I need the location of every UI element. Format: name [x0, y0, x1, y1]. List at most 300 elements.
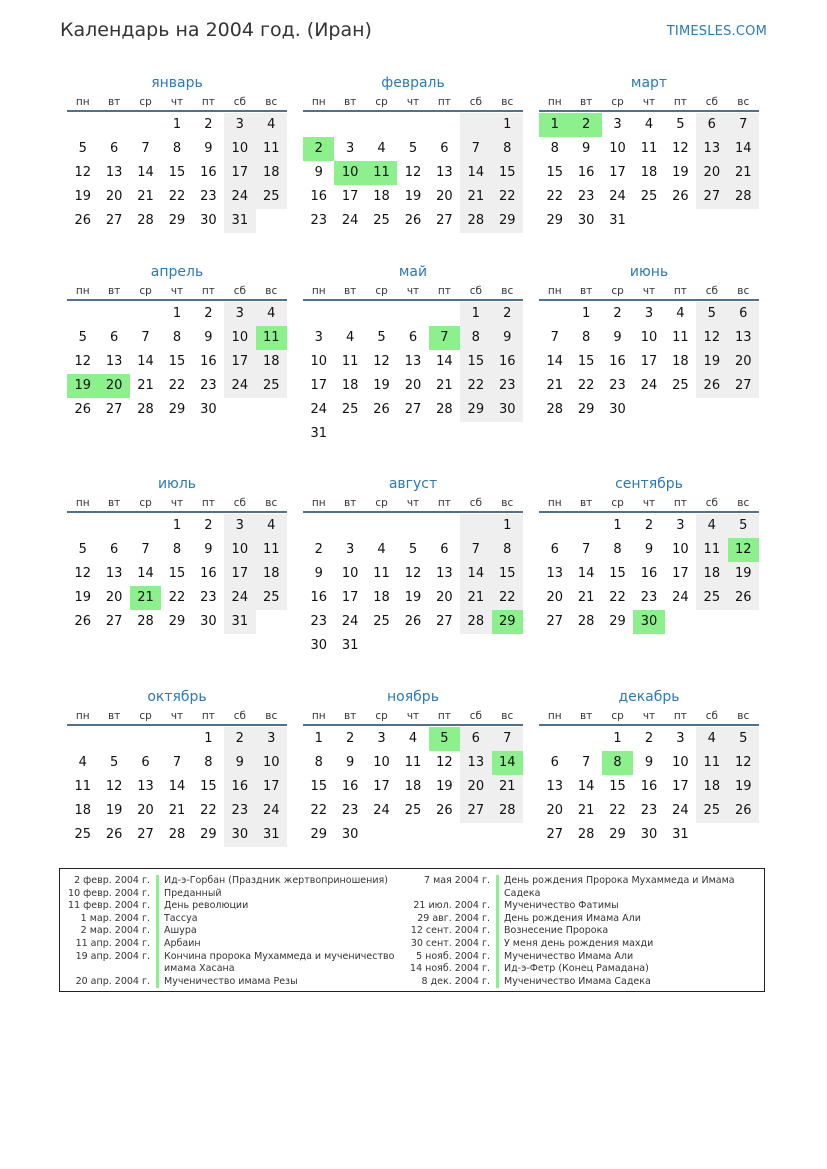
holiday-date: 29 авг. 2004 г. — [417, 912, 490, 924]
day-empty — [397, 514, 428, 538]
weekday-label: ср — [611, 285, 624, 297]
month-name: октябрь — [147, 689, 207, 705]
day-cell-holiday: 12 — [728, 538, 759, 562]
holiday-marker — [156, 951, 159, 976]
day-cell: 31 — [224, 209, 255, 233]
day-cell: 19 — [404, 590, 422, 605]
day-cell: 24 — [224, 586, 255, 610]
day-cell: 13 — [105, 165, 123, 180]
day-cell: 1 — [581, 306, 591, 321]
day-cell: 11 — [373, 566, 390, 581]
weekday-label: чт — [642, 497, 656, 509]
day-cell: 7 — [141, 330, 150, 345]
month-7 — [67, 473, 287, 634]
day-cell: 16 — [224, 775, 255, 799]
weekday-label: чт — [642, 710, 656, 722]
day-cell: 9 — [204, 542, 213, 557]
day-cell: 20 — [546, 803, 563, 818]
day-cell: 1 — [613, 518, 622, 533]
weekday-header — [67, 495, 287, 513]
weekday-label: чт — [170, 285, 184, 297]
day-cell: 24 — [224, 185, 255, 209]
holiday-marker — [496, 925, 499, 938]
weekday-label: вт — [343, 497, 357, 509]
day-cell: 15 — [310, 779, 327, 794]
day-cell: 16 — [200, 354, 217, 369]
day-cell: 27 — [105, 614, 123, 629]
day-grid — [303, 113, 523, 233]
weekday-label: вт — [107, 497, 121, 509]
day-empty — [366, 514, 397, 538]
day-cell: 29 — [460, 398, 491, 422]
day-cell: 11 — [672, 330, 689, 345]
day-cell: 7 — [728, 113, 759, 137]
day-cell: 6 — [109, 141, 119, 156]
day-cell: 22 — [546, 189, 563, 204]
day-cell: 5 — [408, 542, 418, 557]
weekday-label: сб — [705, 710, 718, 722]
weekday-label: сб — [705, 497, 718, 509]
day-cell: 27 — [105, 213, 123, 228]
day-cell: 13 — [105, 566, 123, 581]
holiday-row — [406, 963, 762, 976]
day-empty — [130, 302, 161, 326]
day-empty — [460, 113, 491, 137]
day-cell: 10 — [672, 755, 689, 770]
day-cell: 7 — [581, 755, 591, 770]
weekday-label: чт — [642, 285, 656, 297]
day-cell: 21 — [137, 378, 154, 393]
day-cell: 14 — [168, 779, 186, 794]
day-cell: 22 — [609, 803, 626, 818]
day-empty — [334, 302, 365, 326]
day-cell: 3 — [224, 113, 255, 137]
day-cell: 26 — [74, 614, 91, 629]
day-cell: 22 — [492, 586, 523, 610]
month-11 — [303, 686, 523, 847]
day-cell: 16 — [577, 165, 595, 180]
holiday-marker — [496, 900, 499, 913]
day-cell: 23 — [341, 803, 359, 818]
day-empty — [539, 514, 570, 538]
weekday-label: чт — [170, 96, 184, 108]
holiday-name: Ид-э-Фетр (Конец Рамадана) — [504, 963, 649, 975]
day-cell: 15 — [546, 165, 563, 180]
holiday-date: 12 сент. 2004 г. — [410, 925, 490, 937]
day-cell-holiday: 7 — [429, 326, 460, 350]
month-name: июнь — [629, 264, 669, 280]
day-cell: 22 — [460, 374, 491, 398]
day-empty — [67, 302, 98, 326]
day-grid — [539, 302, 759, 422]
month-10 — [67, 686, 287, 847]
day-cell: 8 — [492, 538, 523, 562]
weekday-label: пн — [547, 285, 562, 297]
day-cell: 22 — [168, 189, 186, 204]
weekday-label: вт — [579, 96, 593, 108]
day-cell: 21 — [546, 378, 563, 393]
day-cell-holiday: 5 — [429, 727, 460, 751]
holiday-date: 21 июл. 2004 г. — [413, 900, 490, 912]
day-cell: 26 — [436, 803, 453, 818]
day-empty — [303, 302, 334, 326]
day-cell: 30 — [640, 827, 658, 842]
day-cell: 6 — [550, 755, 559, 770]
day-cell: 18 — [256, 562, 287, 586]
holiday-date: 8 дек. 2004 г. — [421, 975, 490, 987]
day-cell: 14 — [436, 354, 453, 369]
day-cell: 18 — [640, 165, 658, 180]
day-cell: 23 — [224, 799, 255, 823]
day-cell: 11 — [256, 538, 287, 562]
day-cell: 4 — [676, 306, 685, 321]
weekday-header — [539, 708, 759, 726]
day-cell: 29 — [168, 213, 186, 228]
day-cell: 22 — [310, 803, 327, 818]
day-cell: 28 — [436, 402, 453, 417]
day-cell: 27 — [696, 185, 727, 209]
day-cell: 3 — [256, 727, 287, 751]
weekday-label: пт — [673, 285, 687, 297]
month-4 — [67, 261, 287, 422]
day-cell: 12 — [373, 354, 390, 369]
day-cell: 13 — [546, 566, 563, 581]
day-cell: 5 — [696, 302, 727, 326]
holiday-marker — [496, 913, 499, 926]
day-cell: 20 — [460, 775, 491, 799]
day-cell: 21 — [460, 586, 491, 610]
day-cell: 23 — [310, 213, 327, 228]
day-cell: 29 — [200, 827, 217, 842]
holiday-marker — [496, 875, 499, 900]
day-cell: 26 — [404, 614, 422, 629]
day-cell: 9 — [644, 542, 654, 557]
day-cell: 8 — [314, 755, 323, 770]
weekday-header — [539, 495, 759, 513]
day-cell: 3 — [644, 306, 654, 321]
day-cell: 17 — [310, 378, 327, 393]
day-grid — [303, 514, 523, 658]
day-cell: 19 — [696, 350, 727, 374]
weekday-label: чт — [406, 285, 420, 297]
holiday-name: День рождения Имама Али — [504, 912, 641, 924]
day-cell: 17 — [224, 562, 255, 586]
day-cell: 28 — [137, 402, 154, 417]
day-cell: 12 — [74, 165, 91, 180]
weekday-label: вт — [107, 710, 121, 722]
weekday-header — [67, 708, 287, 726]
holiday-row — [66, 925, 402, 938]
day-cell: 18 — [696, 562, 727, 586]
day-cell: 3 — [224, 302, 255, 326]
day-cell: 25 — [341, 402, 359, 417]
day-cell: 28 — [577, 827, 595, 842]
day-cell: 24 — [310, 402, 327, 417]
day-cell: 22 — [200, 803, 217, 818]
day-cell: 9 — [204, 141, 213, 156]
day-cell: 23 — [577, 189, 595, 204]
day-empty — [570, 514, 601, 538]
day-cell: 27 — [436, 213, 453, 228]
day-cell: 4 — [377, 542, 386, 557]
holiday-name: Ид-э-Горбан (Праздник жертвоприношения) — [164, 875, 388, 886]
day-cell: 24 — [341, 213, 359, 228]
day-empty — [67, 514, 98, 538]
day-cell: 17 — [640, 354, 658, 369]
holiday-name: У меня день рождения махди — [504, 937, 654, 949]
day-empty — [303, 113, 334, 137]
day-cell: 5 — [408, 141, 418, 156]
day-cell: 6 — [440, 542, 449, 557]
weekday-label: сб — [469, 96, 482, 108]
day-cell: 7 — [172, 755, 182, 770]
day-cell: 20 — [546, 590, 563, 605]
day-cell: 28 — [577, 614, 595, 629]
day-cell-holiday: 2 — [303, 137, 334, 161]
month-name: ноябрь — [387, 689, 439, 705]
day-cell: 31 — [256, 823, 287, 847]
day-cell: 4 — [696, 727, 727, 751]
day-cell: 19 — [436, 779, 453, 794]
day-cell: 15 — [168, 165, 186, 180]
day-cell: 25 — [404, 803, 422, 818]
day-cell: 11 — [404, 755, 422, 770]
weekday-label: ср — [139, 285, 152, 297]
day-cell-holiday: 11 — [366, 161, 397, 185]
weekday-label: вт — [107, 96, 121, 108]
holiday-date: 11 февр. 2004 г. — [68, 900, 150, 912]
day-cell-holiday: 14 — [492, 751, 523, 775]
day-cell: 26 — [404, 213, 422, 228]
holiday-row — [66, 938, 402, 951]
day-empty — [429, 302, 460, 326]
day-cell: 12 — [696, 326, 727, 350]
day-cell: 3 — [345, 141, 355, 156]
day-cell: 3 — [676, 731, 685, 746]
holiday-marker — [496, 963, 499, 976]
holiday-row — [406, 938, 762, 951]
day-cell: 18 — [696, 775, 727, 799]
day-cell: 6 — [109, 330, 119, 345]
day-cell: 22 — [577, 378, 595, 393]
day-cell: 14 — [577, 779, 595, 794]
month-name: август — [388, 476, 438, 492]
day-cell: 19 — [74, 189, 91, 204]
day-cell: 17 — [672, 566, 689, 581]
day-empty — [397, 302, 428, 326]
day-cell: 23 — [609, 378, 626, 393]
day-cell: 23 — [310, 614, 327, 629]
weekday-label: вс — [737, 96, 750, 108]
day-cell: 18 — [672, 354, 689, 369]
month-name: май — [398, 264, 428, 280]
month-name: март — [630, 75, 668, 91]
day-cell: 7 — [460, 538, 491, 562]
holiday-list-right — [406, 875, 762, 988]
day-cell: 31 — [310, 426, 327, 441]
weekday-label: сб — [233, 285, 246, 297]
day-cell: 13 — [728, 326, 759, 350]
day-cell: 28 — [460, 209, 491, 233]
day-cell: 15 — [460, 350, 491, 374]
day-cell: 1 — [172, 117, 182, 132]
day-grid — [539, 727, 759, 847]
holiday-marker — [156, 938, 159, 951]
weekday-label: сб — [233, 96, 246, 108]
weekday-label: вс — [737, 497, 750, 509]
day-cell: 31 — [224, 610, 255, 634]
weekday-label: вс — [737, 710, 750, 722]
weekday-label: пт — [437, 710, 451, 722]
day-cell: 24 — [609, 189, 626, 204]
day-cell: 12 — [74, 354, 91, 369]
weekday-header — [303, 283, 523, 301]
day-cell: 20 — [105, 590, 123, 605]
day-cell: 30 — [200, 614, 217, 629]
weekday-label: пн — [547, 497, 562, 509]
day-cell: 4 — [256, 302, 287, 326]
weekday-label: пн — [75, 285, 90, 297]
day-cell: 23 — [640, 590, 658, 605]
day-cell: 1 — [613, 731, 622, 746]
weekday-label: пн — [547, 96, 562, 108]
day-cell: 1 — [172, 306, 182, 321]
day-cell: 6 — [550, 542, 559, 557]
holiday-marker — [156, 888, 159, 901]
weekday-label: сб — [469, 285, 482, 297]
page-title: Календарь на 2004 год. (Иран) — [60, 19, 372, 41]
day-cell: 5 — [377, 330, 386, 345]
day-cell: 28 — [137, 213, 154, 228]
holiday-name: Арбаин — [164, 937, 201, 949]
day-cell: 4 — [345, 330, 355, 345]
day-cell: 13 — [460, 751, 491, 775]
day-cell: 30 — [609, 402, 626, 417]
weekday-label: вт — [343, 285, 357, 297]
day-cell: 3 — [613, 117, 622, 132]
day-cell: 30 — [200, 402, 217, 417]
weekday-label: пн — [75, 710, 90, 722]
holiday-marker — [496, 951, 499, 964]
month-2 — [303, 72, 523, 233]
day-cell: 29 — [492, 209, 523, 233]
day-cell: 16 — [200, 566, 217, 581]
site-link[interactable]: TIMESLES.COM — [666, 24, 767, 39]
day-cell: 29 — [168, 614, 186, 629]
day-cell: 26 — [728, 586, 759, 610]
weekday-label: вс — [265, 710, 278, 722]
day-cell: 9 — [644, 755, 654, 770]
day-cell: 24 — [224, 374, 255, 398]
weekday-header — [67, 283, 287, 301]
day-cell: 3 — [314, 330, 323, 345]
month-name: январь — [151, 75, 203, 91]
day-cell: 7 — [581, 542, 591, 557]
day-cell: 23 — [640, 803, 658, 818]
holiday-date: 2 февр. 2004 г. — [74, 875, 150, 886]
day-cell: 26 — [728, 799, 759, 823]
day-cell: 15 — [200, 779, 217, 794]
day-grid — [67, 113, 287, 233]
day-cell: 29 — [609, 614, 626, 629]
day-cell: 1 — [460, 302, 491, 326]
day-empty — [539, 302, 570, 326]
day-cell: 20 — [137, 803, 154, 818]
day-cell: 17 — [224, 161, 255, 185]
day-cell: 25 — [256, 185, 287, 209]
day-cell: 8 — [613, 542, 622, 557]
weekday-label: пт — [201, 285, 215, 297]
day-cell: 21 — [492, 775, 523, 799]
day-cell: 13 — [404, 354, 422, 369]
day-cell: 25 — [74, 827, 91, 842]
holiday-row — [406, 951, 762, 964]
day-cell: 23 — [492, 374, 523, 398]
weekday-label: сб — [469, 497, 482, 509]
weekday-label: ср — [139, 96, 152, 108]
day-cell: 16 — [492, 350, 523, 374]
day-cell: 7 — [141, 141, 150, 156]
day-grid — [67, 727, 287, 847]
day-empty — [130, 113, 161, 137]
day-cell: 28 — [168, 827, 186, 842]
day-cell-holiday: 1 — [539, 113, 570, 137]
day-cell: 21 — [137, 189, 154, 204]
holiday-marker — [156, 925, 159, 938]
day-empty — [98, 514, 129, 538]
weekday-label: сб — [705, 96, 718, 108]
holiday-marker — [156, 900, 159, 913]
day-cell: 22 — [609, 590, 626, 605]
day-cell: 28 — [546, 402, 563, 417]
weekday-label: чт — [170, 497, 184, 509]
weekday-label: пт — [673, 96, 687, 108]
weekday-label: сб — [705, 285, 718, 297]
day-cell: 16 — [640, 779, 658, 794]
day-cell: 12 — [74, 566, 91, 581]
weekday-label: пн — [311, 96, 326, 108]
holiday-name: Ашура — [164, 925, 197, 937]
day-cell: 5 — [728, 727, 759, 751]
holiday-row — [66, 913, 402, 926]
day-cell: 2 — [644, 731, 654, 746]
day-cell: 16 — [640, 566, 658, 581]
day-cell: 30 — [577, 213, 595, 228]
holiday-name: Кончина пророка Мухаммеда и мученичество имама Хасана — [164, 950, 395, 975]
holiday-name: Мученичество Имама Садека — [504, 975, 651, 987]
day-cell: 9 — [314, 566, 323, 581]
holiday-row — [66, 900, 402, 913]
month-9 — [539, 473, 759, 634]
day-cell: 28 — [460, 610, 491, 634]
day-grid — [539, 113, 759, 233]
weekday-label: пт — [673, 497, 687, 509]
day-cell: 10 — [224, 538, 255, 562]
day-cell: 26 — [373, 402, 390, 417]
day-empty — [539, 727, 570, 751]
day-cell: 24 — [373, 803, 390, 818]
day-cell: 21 — [577, 803, 595, 818]
day-cell: 12 — [404, 566, 422, 581]
day-cell: 26 — [672, 189, 689, 204]
weekday-label: пт — [201, 96, 215, 108]
day-cell: 13 — [436, 566, 453, 581]
day-cell: 25 — [373, 213, 390, 228]
day-cell: 13 — [105, 354, 123, 369]
holiday-marker — [156, 875, 159, 888]
day-cell: 14 — [460, 562, 491, 586]
day-cell: 5 — [78, 542, 87, 557]
